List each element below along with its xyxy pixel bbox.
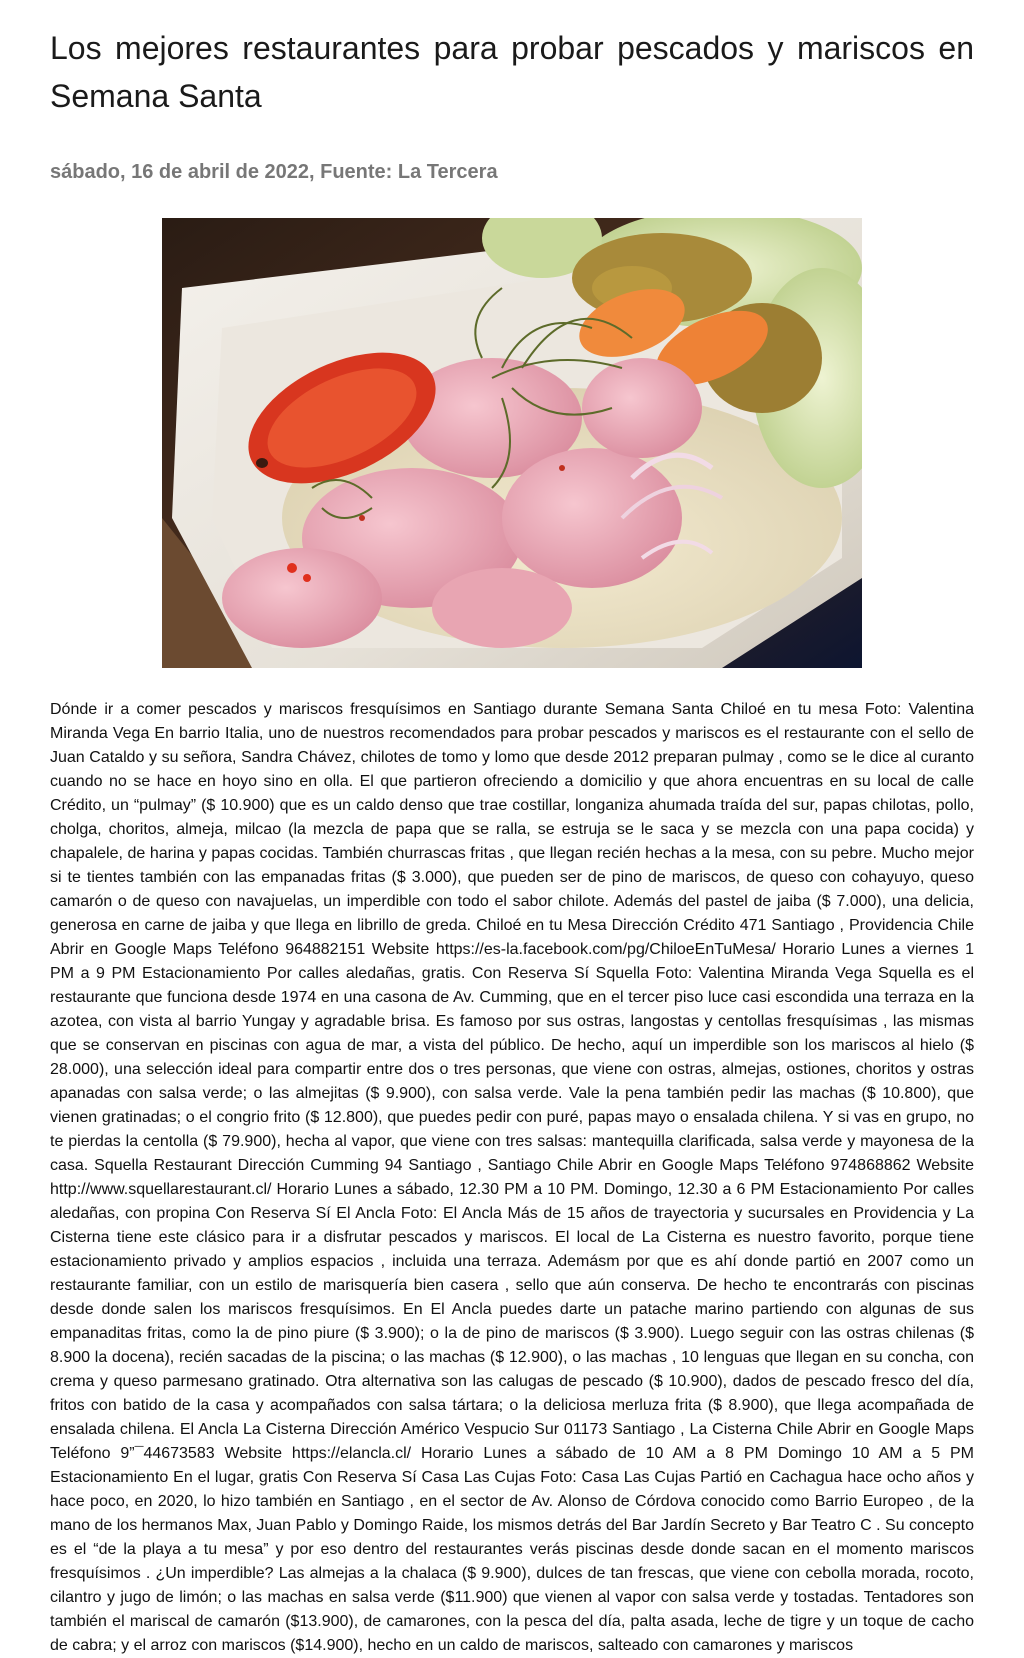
ceviche-photo — [162, 218, 862, 668]
article — [50, 0, 974, 1658]
article-date-source: sábado, 16 de abril de 2022, Fuente: La Tercera — [50, 161, 498, 183]
article-body: Dónde ir a comer pescados y mariscos fresquísimos en Santiago durante Semana Santa Chiloé en tu mesa Foto: Valentina Miranda Vega En barrio Italia, uno de nuestros recomendados para probar pescados y mariscos es el restaurante con el sello de Juan Cataldo y su señora, Sandra Chávez, chilotes de tomo y lomo que desde 2012 preparan pulmay , como se le dice al curanto cuando no se hace en hoyo sino en olla. El que partieron ofreciendo a domicilio y que ahora encuentras en su local de calle Crédito, un “pulmay” ($ 10.900) que es un caldo denso que trae costillar, longaniza ahumada traída del sur, papas chilotas, pollo, cholga, choritos, almeja, milcao (la mezcla de papa que se ralla, se estruja se le saca y se mezcla con una papa cocida) y chapalele, de harina y papas cocidas. También churrascas fritas , que llegan recién hechas a la mesa, con su pebre. Mucho mejor si te tientes también con las empanadas fritas ($ 3.000), que pueden ser de pino de mariscos, de queso con cohayuyo, queso camarón o de queso con navajuelas, un imperdible con todo el sabor chilote. Además del pastel de jaiba ($ 7.000), una delicia, generosa en carne de jaiba y que llega en librillo de greda. Chiloé en tu Mesa Dirección Crédito 471 Santiago , Providencia Chile Abrir en Google Maps Teléfono 964882151 Website https://es-la.facebook.com/pg/ChiloeEnTuMesa/ Horario Lunes a viernes 1 PM a 9 PM Estacionamiento Por calles aledañas, gratis. Con Reserva Sí Squella Foto: Valentina Miranda Vega Squella es el restaurante que funciona desde 1974 en una casona de Av. Cumming, que en el tercer piso luce casi escondida una terraza en la azotea, con vista al barrio Yungay y agradable brisa. Es famoso por sus ostras, langostas y centollas fresquísimas , las mismas que se conservan en piscinas con agua de mar, a vista del público. De hecho, aquí un imperdible son los mariscos al hielo ($ 28.000), una selección ideal para compartir entre dos o tres personas, que viene con ostras, almejas, ostiones, choritos y ostras apanadas con salsa verde; o las almejitas ($ 9.900), con salsa verde. Vale la pena también pedir las machas ($ 10.800), que vienen gratinadas; o el congrio frito ($ 12.800), que puedes pedir con puré, papas mayo o ensalada chilena. Y si vas en grupo, no te pierdas la centolla ($ 79.900), hecha al vapor, que viene con tres salsas: mantequilla clarificada, salsa verde y mayonesa de la casa. Squella Restaurant Dirección Cumming 94 Santiago , Santiago Chile Abrir en Google Maps Teléfono 974868862 Website http://www.squellarestaurant.cl/ Horario Lunes a sábado, 12.30 PM a 10 PM. Domingo, 12.30 a 6 PM Estacionamiento Por calles aledañas, con propina Con Reserva Sí El Ancla Foto: El Ancla Más de 15 años de trayectoria y sucursales en Providencia y La Cisterna tiene este clásico para ir a disfrutar pescados y mariscos. El local de La Cisterna es nuestro favorito, porque tiene estacionamiento privado y amplios espacios , incluida una terraza. Ademásm por que es ahí donde partió en 2007 como un restaurante familiar, con un estilo de marisquería bien casera , sello que aún conserva. De hecho te encontrarás con piscinas desde donde salen los mariscos fresquísimos. En El Ancla puedes darte un patache marino partiendo con algunas de sus empanaditas fritas, como la de pino piure ($ 3.900); o la de pino de mariscos ($ 3.900). Luego seguir con las ostras chilenas ($ 8.900 la docena), recién sacadas de la piscina; o las machas ($ 12.900), o las machas , 10 lenguas que llegan en su concha, con crema y queso parmesano gratinado. Otra alternativa son las calugas de pescado ($ 10.900), dados de pescado fresco del día, fritos con batido de la casa y acompañados con salsa tártara; o la deliciosa merluza frita ($ 8.900), que llega acompañada de ensalada chilena. El Ancla La Cisterna Dirección Américo Vespucio Sur 01173 Santiago , La Cisterna Chile Abrir en Google Maps Teléfono 9”¯44673583 Website https://elancla.cl/ Horario Lunes a sábado de 10 AM a 8 PM Domingo 10 AM a 5 PM Estacionamiento En el lugar, gratis Con Reserva Sí Casa Las Cujas Foto: Casa Las Cujas Partió en Cachagua hace ocho años y hace poco, en 2020, lo hizo también en Santiago , en el sector de Av. Alonso de Córdova conocido como Barrio Europeo , de la mano de los hermanos Max, Juan Pablo y Domingo Raide, los mismos detrás del Bar Jardín Secreto y Bar Teatro C . Su concepto es el “de la playa a tu mesa” y por eso dentro del restaurantes verás piscinas desde donde sacan en el momento mariscos fresquísimos . ¿Un imperdible? Las almejas a la chalaca ($ 9.900), dulces de tan frescas, que viene con cebolla morada, rocoto, cilantro y jugo de limón; o las machas en salsa verde ($11.900) que vienen al vapor con salsa verde y tostadas. Tentadores son también el mariscal de camarón ($13.900), de camarones, con la pesca del día, palta asada, leche de tigre y un toque de cacho de cabra; y el arroz con mariscos ($14.900), hecho en un caldo de mariscos, salteado con camarones y mariscos — [50, 701, 974, 1654]
article-title: Los mejores restaurantes para probar pescados y mariscos en Semana Santa — [50, 30, 974, 114]
